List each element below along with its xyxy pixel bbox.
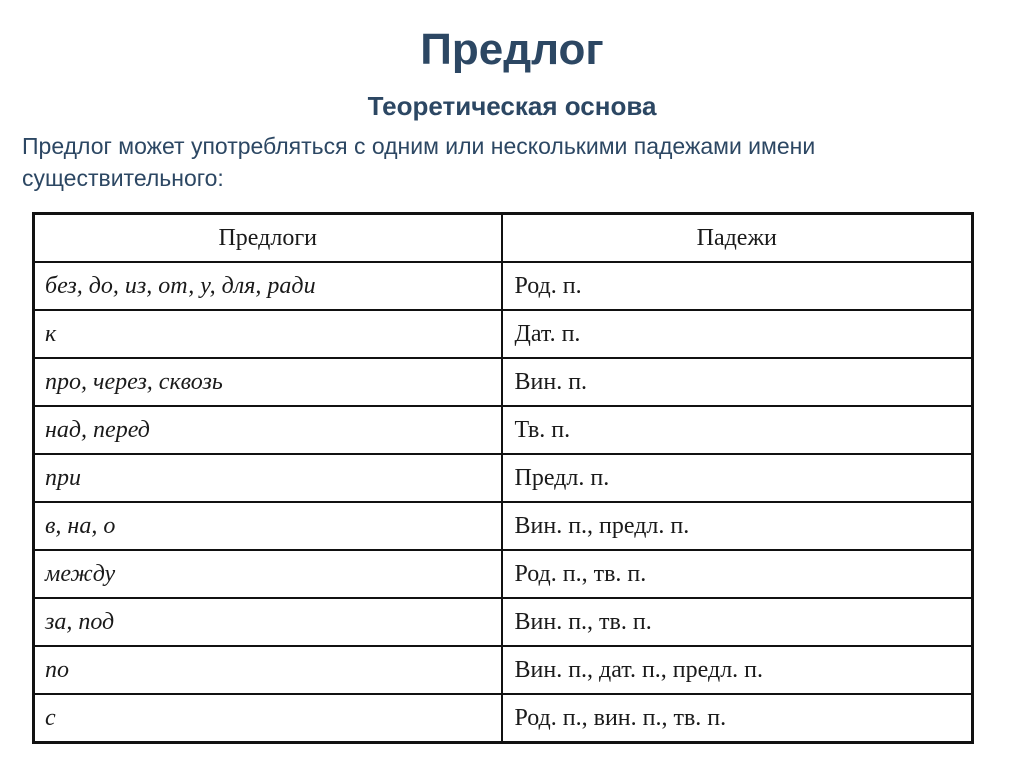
prepositions-cases-table — [32, 212, 974, 744]
cases-cell: Предл. п. — [502, 454, 973, 502]
prepositions-cell: в, на, о — [34, 502, 502, 550]
prepositions-cell: к — [34, 310, 502, 358]
cases-cell: Вин. п., предл. п. — [502, 502, 973, 550]
intro-text: Предлог может употребляться с одним или несколькими падежами имени существительного: — [22, 133, 816, 191]
table-row — [34, 646, 973, 694]
slide-title: Предлог — [420, 25, 604, 74]
table-row — [34, 262, 973, 310]
cases-cell: Вин. п. — [502, 358, 973, 406]
table-row — [34, 598, 973, 646]
cases-cell: Род. п. — [502, 262, 973, 310]
prepositions-cell: без, до, из, от, у, для, ради — [34, 262, 502, 310]
table-row — [34, 358, 973, 406]
slide-subtitle: Теоретическая основа — [367, 91, 657, 121]
cases-cell: Тв. п. — [502, 406, 973, 454]
header-prepositions: Предлоги — [34, 214, 502, 263]
cases-cell: Вин. п., тв. п. — [502, 598, 973, 646]
prepositions-cell: между — [34, 550, 502, 598]
table-row — [34, 454, 973, 502]
table-row — [34, 694, 973, 743]
cases-cell: Род. п., вин. п., тв. п. — [502, 694, 973, 743]
table-row — [34, 406, 973, 454]
cases-cell: Дат. п. — [502, 310, 973, 358]
cases-cell: Род. п., тв. п. — [502, 550, 973, 598]
table-header-row — [34, 214, 973, 263]
table-row — [34, 310, 973, 358]
prepositions-cell: с — [34, 694, 502, 743]
prepositions-cell: по — [34, 646, 502, 694]
prepositions-cell: над, перед — [34, 406, 502, 454]
cases-cell: Вин. п., дат. п., предл. п. — [502, 646, 973, 694]
prepositions-cell: при — [34, 454, 502, 502]
table-row — [34, 550, 973, 598]
prepositions-cell: за, под — [34, 598, 502, 646]
table-row — [34, 502, 973, 550]
prepositions-cell: про, через, сквозь — [34, 358, 502, 406]
header-cases: Падежи — [502, 214, 973, 263]
